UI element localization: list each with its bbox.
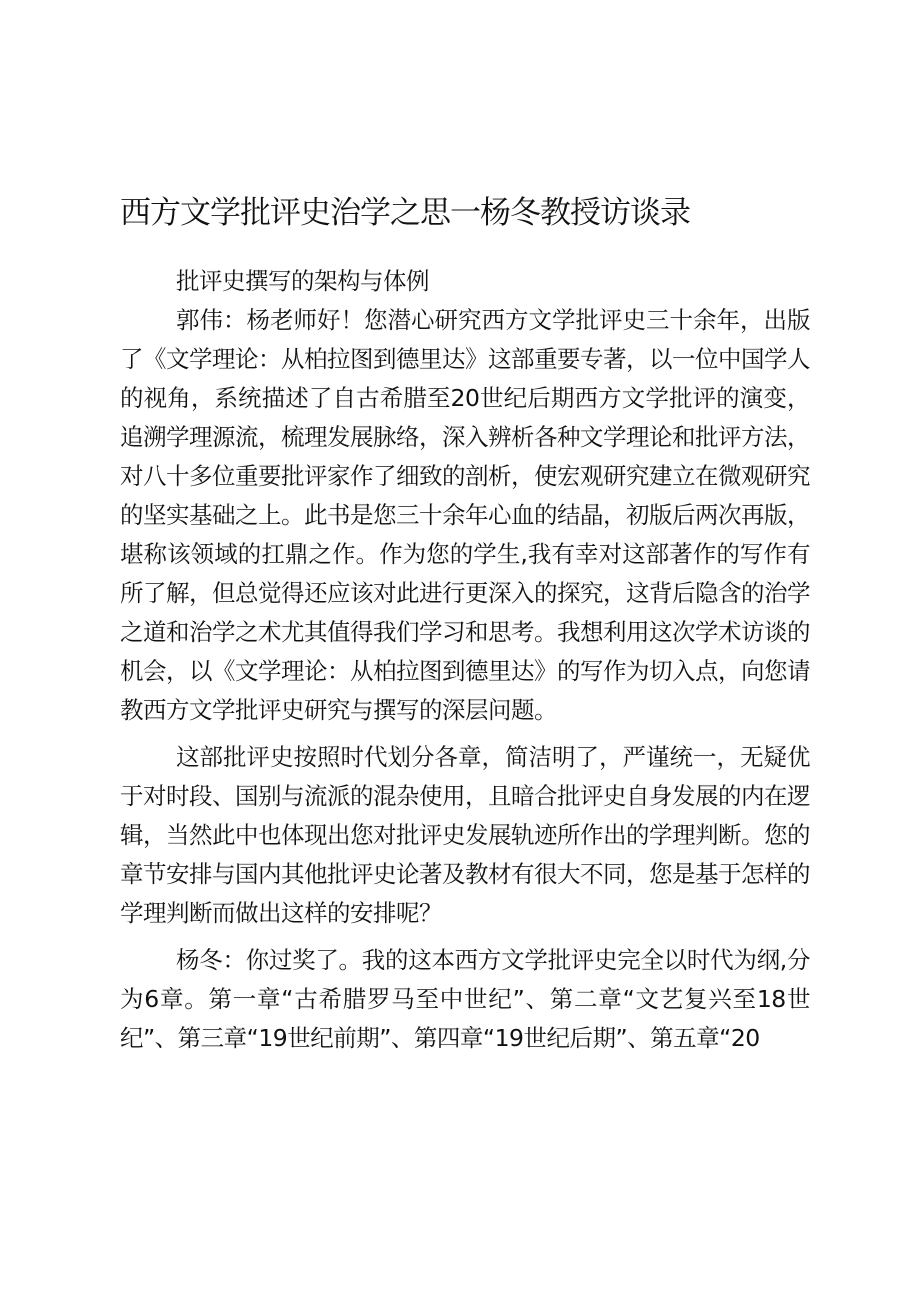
- document-title: 西方文学批评史治学之思一杨冬教授访谈录: [120, 194, 690, 231]
- section-heading: 批评史撰写的架构与体例: [176, 267, 429, 295]
- paragraph-chapter-question: 这部批评史按照时代划分各章，简洁明了，严谨统一，无疑优于对时段、国别与流派的混杂使用，且暗合批评史自身发展的内在逻辑，当然此中也体现出您对批评史发展轨迹所作出的学理判断。您的章节安排与国内其他批评史论著及教材有很大不同，您是基于怎样的学理判断而做出这样的安排呢？: [120, 743, 810, 927]
- document-body: [120, 262, 810, 1058]
- paragraph-interview-question: 郭伟：杨老师好！您潜心研究西方文学批评史三十余年，出版了《文学理论：从柏拉图到德里达》这部重要专著，以一位中国学人的视角，系统描述了自古希腊至20世纪后期西方文学批评的演变，追溯学理源流，梳理发展脉络，深入辨析各种文学理论和批评方法，对八十多位重要批评家作了细致的剖析，使宏观研究建立在微观研究的坚实基础之上。此书是您三十余年心血的结晶，初版后两次再版，堪称该领域的扛鼎之作。作为您的学生,我有幸对这部著作的写作有所了解，但总觉得还应该对此进行更深入的探究，这背后隐含的治学之道和治学之术尤其值得我们学习和思考。我想利用这次学术访谈的机会，以《文学理论：从柏拉图到德里达》的写作为切入点，向您请教西方文学批评史研究与撰写的深层问题。: [120, 306, 810, 724]
- paragraph-answer: 杨冬：你过奖了。我的这本西方文学批评史完全以时代为纲,分为6章。第一章“古希腊罗马至中世纪”、第二章“文艺复兴至18世纪”、第三章“19世纪前期”、第四章“19世纪后期”、第五章“20: [120, 946, 810, 1052]
